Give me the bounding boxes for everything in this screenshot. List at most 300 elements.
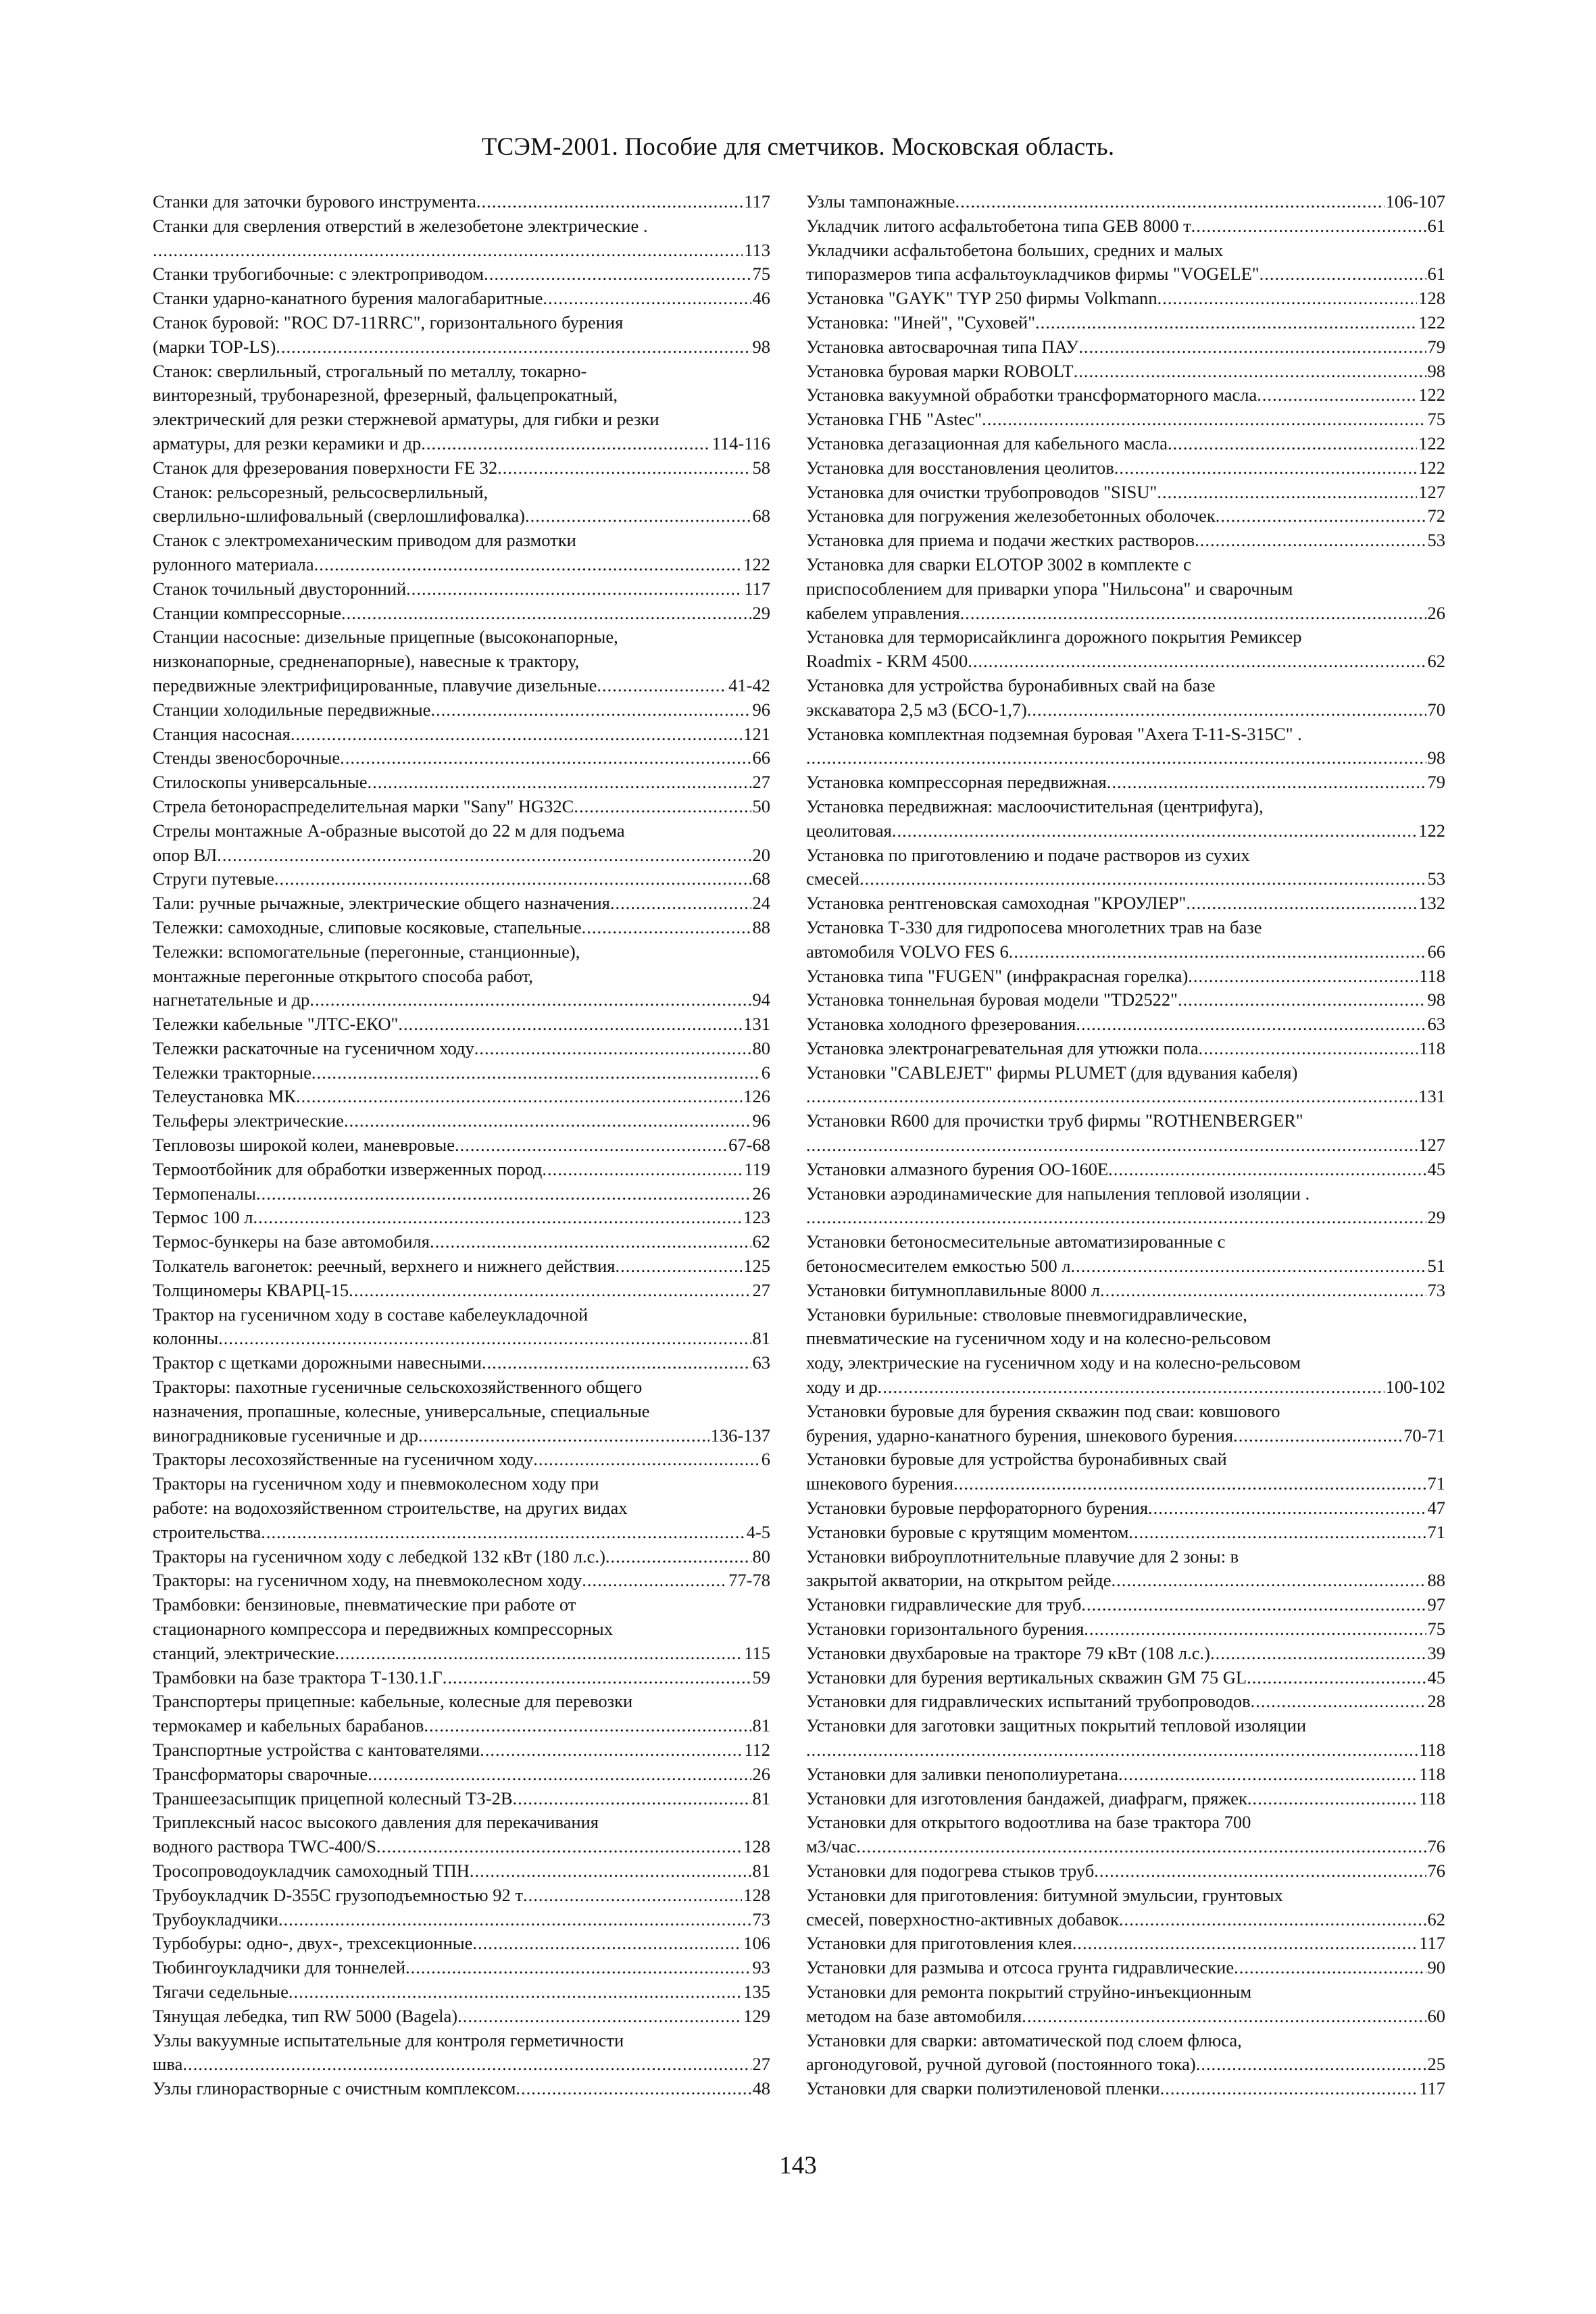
index-entry-text: Станок с электромеханическим приводом для размотки	[153, 530, 576, 551]
index-entry	[153, 2004, 770, 2029]
index-entry	[153, 287, 770, 311]
index-entry-text: закрытой акватории, на открытом рейде	[806, 1570, 1112, 1591]
index-entry-text: арматуры, для резки керамики и др	[153, 433, 422, 453]
dot-leader	[296, 1085, 742, 1109]
dot-leader	[1199, 1037, 1418, 1061]
index-entry-page: 20	[752, 844, 770, 865]
index-entry-last-line	[153, 601, 770, 626]
index-entry-page: 26	[1427, 602, 1445, 623]
index-entry	[806, 1787, 1445, 1811]
index-entry-last-line	[806, 1133, 1445, 1158]
index-entry	[806, 1545, 1445, 1594]
index-entry-page: 72	[1427, 506, 1445, 526]
index-entry-last-line	[153, 1037, 770, 1061]
dot-leader	[856, 1835, 1426, 1859]
index-entry-last-line	[806, 2052, 1445, 2077]
index-entry-last-line	[153, 1666, 770, 1690]
index-entry-last-line	[153, 1763, 770, 1787]
index-entry-last-line	[806, 819, 1445, 843]
index-entry-last-line	[153, 1158, 770, 1182]
index-entry-text: низконапорные, средненапорные), навесные к трактору,	[153, 651, 580, 672]
index-entry-text: винторезный, трубонарезной, фрезерный, фальцепрокатный,	[153, 385, 618, 405]
index-entry-last-line	[806, 770, 1445, 795]
index-entry-page: 121	[743, 723, 770, 744]
index-entry	[806, 1956, 1445, 1980]
dot-leader	[806, 1206, 1426, 1230]
index-entry-last-line	[806, 940, 1445, 964]
dot-leader	[421, 432, 710, 456]
index-entry-page: 117	[1419, 2078, 1445, 2099]
index-column-left	[153, 190, 770, 2101]
index-entry-text: Тепловозы широкой колеи, маневровые	[153, 1135, 455, 1156]
index-entry-text: Тележки тракторные	[153, 1062, 311, 1083]
index-entry-text: Тележки: самоходные, слиповые косяковые, стапельные	[153, 916, 582, 937]
dot-leader	[340, 746, 751, 770]
dot-leader	[533, 1448, 760, 1472]
index-entry-text: Установки для размыва и отсоса грунта гидравлические	[806, 1957, 1235, 1978]
index-entry	[806, 239, 1445, 287]
dot-leader	[960, 601, 1426, 626]
index-entry-text: сверлильно-шлифовальный (сверлошлифовалка)	[153, 506, 526, 526]
index-entry-page: 66	[752, 747, 770, 768]
index-entry-page: 61	[1427, 215, 1445, 236]
index-entry-text: Транспортеры прицепные: кабельные, колесные для перевозки	[153, 1691, 633, 1712]
index-entry-last-line	[806, 1908, 1445, 1932]
index-entry-text: Тюбингоукладчики для тоннелей	[153, 1957, 406, 1978]
index-entry-page: 122	[1418, 820, 1445, 841]
index-entry-last-line	[153, 1448, 770, 1472]
index-entry-text: Установка для устройства буронабивных свай на базе	[806, 674, 1216, 695]
index-entry-page: 127	[1418, 1135, 1445, 1156]
index-entry-last-line	[153, 190, 770, 214]
index-entry-last-line	[153, 1109, 770, 1133]
index-entry-page: 76	[1427, 1836, 1445, 1857]
dot-leader	[953, 1472, 1426, 1496]
dot-leader	[1128, 1521, 1426, 1545]
index-entry-page: 27	[752, 2054, 770, 2075]
index-entry	[153, 1133, 770, 1158]
index-entry	[153, 1085, 770, 1109]
dot-leader	[1100, 1279, 1426, 1303]
index-entry	[806, 214, 1445, 239]
dot-leader	[405, 1956, 751, 1980]
index-entry-last-line	[806, 456, 1445, 481]
index-entry-text: станций, электрические	[153, 1642, 335, 1663]
index-entry-last-line	[806, 1254, 1445, 1279]
index-entry-page: 71	[1427, 1473, 1445, 1494]
index-entry-page: 77-78	[728, 1570, 770, 1591]
index-entry-page: 81	[752, 1788, 770, 1808]
dot-leader	[543, 287, 751, 311]
dot-leader	[859, 867, 1426, 891]
index-entry	[806, 1230, 1445, 1279]
dot-leader	[1257, 383, 1417, 408]
index-entry-page: 47	[1427, 1498, 1445, 1519]
index-entry-page: 112	[744, 1740, 770, 1760]
index-entry	[153, 456, 770, 481]
index-entry-page: 79	[1427, 772, 1445, 793]
index-entry-text: Станки ударно-канатного бурения малогабаритные	[153, 288, 543, 309]
index-entry-page: 96	[752, 1110, 770, 1131]
dot-leader	[582, 916, 751, 940]
index-entry-last-line	[806, 1642, 1445, 1666]
index-entry-text: кабелем управления	[806, 602, 960, 623]
dot-leader	[1009, 940, 1426, 964]
index-entry-last-line	[153, 262, 770, 287]
index-entry-text: аргонодуговой, ручной дуговой (постоянного тока)	[806, 2054, 1196, 2075]
index-entry-page: 53	[1427, 868, 1445, 889]
index-entry	[806, 891, 1445, 916]
dot-leader	[1168, 432, 1417, 456]
index-entry	[806, 1109, 1445, 1158]
index-entry-last-line	[806, 1496, 1445, 1521]
index-entry-text: Термос-бункеры на базе автомобиля	[153, 1231, 430, 1252]
index-entry	[806, 360, 1445, 384]
index-entry	[153, 795, 770, 819]
index-entry	[153, 867, 770, 891]
index-entry-text: водного раствора TWC-400/S	[153, 1836, 376, 1857]
index-entry	[806, 1303, 1445, 1400]
index-entry-page: 51	[1427, 1256, 1445, 1277]
index-entry	[153, 1303, 770, 1352]
index-entry	[806, 2077, 1445, 2101]
index-entry	[153, 1787, 770, 1811]
index-entry-last-line	[806, 601, 1445, 626]
index-entry	[153, 746, 770, 770]
index-entry	[806, 1279, 1445, 1303]
index-entry-last-line	[806, 649, 1445, 674]
index-entry-page: 73	[752, 1909, 770, 1929]
index-entry-text: Тележки раскаточные на гусеничном ходу	[153, 1037, 474, 1058]
index-entry	[806, 964, 1445, 989]
index-entry-text: Станции холодильные передвижные	[153, 699, 431, 720]
index-entry-text: шва	[153, 2054, 183, 2075]
index-entry	[153, 1956, 770, 1980]
index-entry-text: Станки для заточки бурового инструмента	[153, 191, 476, 212]
index-entry-page: 125	[743, 1256, 770, 1277]
dot-leader	[1195, 528, 1426, 553]
index-entry-text: Установки для бурения вертикальных скважин GM 75 GL	[806, 1667, 1247, 1688]
index-entry	[806, 1690, 1445, 1714]
index-entry-last-line	[806, 1763, 1445, 1787]
index-entry-last-line	[806, 360, 1445, 384]
index-entry	[806, 553, 1445, 625]
index-entry-text: Установка "GAYK" TYP 250 фирмы Volkmann	[806, 288, 1157, 309]
index-entry-text: Установка Т-330 для гидропосева многолетних трав на базе	[806, 916, 1262, 937]
dot-leader	[1027, 698, 1426, 722]
index-entry-last-line	[806, 2077, 1445, 2101]
dot-leader	[878, 1375, 1385, 1400]
index-entry-text: Тянущая лебедка, тип RW 5000 (Bagela)	[153, 2005, 458, 2026]
index-entry-page: 39	[1427, 1642, 1445, 1663]
dot-leader	[1148, 1496, 1426, 1521]
index-entry-text: Установка ГНБ "Astec"	[806, 409, 982, 430]
index-entry-last-line	[806, 1617, 1445, 1642]
index-entry-text: Термос 100 л	[153, 1207, 253, 1228]
index-entry-text: ходу, электрические на гусеничном ходу и на колесно-рельсовом	[806, 1352, 1301, 1373]
dot-leader	[582, 1569, 727, 1593]
index-entry-text: Станки для сверления отверстий в железобетоне электрические .	[153, 215, 648, 236]
index-entry-last-line	[806, 190, 1445, 214]
dot-leader	[1035, 311, 1417, 335]
index-entry-page: 24	[752, 893, 770, 914]
index-entry-text: Установка электронагревательная для утюжки пола	[806, 1037, 1199, 1058]
dot-leader	[1210, 1642, 1426, 1666]
index-entry-last-line	[153, 698, 770, 722]
index-entry-last-line	[806, 2004, 1445, 2029]
index-entry-text: опор ВЛ	[153, 844, 218, 865]
index-entry-text: Установки аэродинамические для напыления тепловой изоляции .	[806, 1183, 1310, 1204]
index-entry-last-line	[153, 1859, 770, 1884]
dot-leader	[341, 601, 751, 626]
index-entry-page: 80	[752, 1037, 770, 1058]
index-entry	[806, 335, 1445, 360]
index-entry-last-line	[153, 916, 770, 940]
index-entry-text: смесей, поверхностно-активных добавок	[806, 1909, 1119, 1929]
index-entry-page: 81	[752, 1860, 770, 1881]
index-entry-page: 114-116	[712, 433, 770, 453]
index-entry-page: 80	[752, 1546, 770, 1567]
index-entry-page: 94	[752, 989, 770, 1010]
index-column-right	[806, 190, 1445, 2101]
index-entry-text: Установки для гидравлических испытаний трубопроводов	[806, 1691, 1251, 1712]
index-entry-last-line	[153, 867, 770, 891]
index-entry-text: Тали: ручные рычажные, электрические общего назначения	[153, 893, 610, 914]
index-entry-last-line	[806, 383, 1445, 408]
dot-leader	[153, 239, 743, 263]
index-entry-page: 96	[752, 699, 770, 720]
index-entry-text: Станок: сверлильный, строгальный по металлу, токарно-	[153, 360, 587, 381]
index-entry-page: 136-137	[710, 1425, 770, 1446]
index-entry	[806, 528, 1445, 553]
index-entry-page: 58	[752, 457, 770, 478]
index-entry-last-line	[153, 988, 770, 1012]
index-entry-last-line	[153, 795, 770, 819]
index-entry-last-line	[153, 553, 770, 577]
index-entry-page: 63	[752, 1352, 770, 1373]
index-entry	[153, 1206, 770, 1230]
index-entry	[806, 2029, 1445, 2077]
index-entry	[153, 625, 770, 697]
dot-leader	[1108, 1158, 1426, 1182]
index-entry-page: 106-107	[1385, 191, 1445, 212]
dot-leader	[311, 1061, 760, 1085]
dot-leader	[1186, 891, 1417, 916]
index-entry-last-line	[806, 481, 1445, 505]
index-entry	[806, 1496, 1445, 1521]
index-entry-page: 119	[744, 1158, 770, 1179]
index-entry	[806, 504, 1445, 528]
index-entry-text: Установки для ремонта покрытий струйно-инъекционным	[806, 1981, 1252, 2002]
index-entry-page: 88	[1427, 1570, 1445, 1591]
index-entry-text: Установка для сварки ELOTOP 3002 в комплекте с	[806, 553, 1191, 574]
index-entry-text: передвижные электрифицированные, плавучие дизельные	[153, 674, 597, 695]
index-entry	[806, 1448, 1445, 1496]
index-entry-text: Трансформаторы сварочные	[153, 1763, 368, 1784]
index-entry-last-line	[806, 1738, 1445, 1763]
index-entry-last-line	[806, 1787, 1445, 1811]
index-entry-page: 29	[752, 602, 770, 623]
dot-leader	[291, 722, 742, 747]
index-entry-last-line	[153, 1424, 770, 1448]
index-entry-last-line	[153, 674, 770, 698]
index-entry-page: 122	[1418, 433, 1445, 453]
index-entry-page: 81	[752, 1715, 770, 1736]
index-entry-page: 131	[743, 1014, 770, 1035]
index-entry-page: 75	[1427, 409, 1445, 430]
index-entry-last-line	[806, 1521, 1445, 1545]
index-entry	[153, 190, 770, 214]
dot-leader	[892, 819, 1417, 843]
index-entry-text: Турбобуры: одно-, двух-, трехсекционные	[153, 1933, 473, 1954]
index-entry-page: 28	[1427, 1691, 1445, 1712]
index-entry-page: 50	[752, 795, 770, 816]
index-entry	[153, 1109, 770, 1133]
index-entry-page: 128	[1418, 288, 1445, 309]
index-entry	[153, 1569, 770, 1593]
index-entry-page: 98	[752, 336, 770, 357]
dot-leader	[513, 1787, 751, 1811]
index-entry-text: Укладчик литого асфальтобетона типа GEB 8000 т	[806, 215, 1191, 236]
dot-leader	[443, 1666, 751, 1690]
index-entry-last-line	[806, 1037, 1445, 1061]
index-entry-page: 118	[1419, 1037, 1445, 1058]
index-entry-last-line	[806, 746, 1445, 770]
dot-leader	[1111, 1569, 1426, 1593]
dot-leader	[314, 553, 743, 577]
index-entry-text: Тракторы: на гусеничном ходу, на пневмоколесном ходу	[153, 1570, 582, 1591]
dot-leader	[480, 1738, 743, 1763]
index-entry-text: назначения, пропашные, колесные, универсальные, специальные	[153, 1400, 650, 1421]
index-entry-text: стационарного компрессора и передвижных компрессорных	[153, 1619, 613, 1640]
index-entry	[806, 383, 1445, 408]
index-entry	[153, 1061, 770, 1085]
index-entry-last-line	[153, 1835, 770, 1859]
index-entry-last-line	[153, 1327, 770, 1351]
index-entry	[153, 1037, 770, 1061]
page-number: 143	[779, 2152, 817, 2180]
index-entry-text: Термоотбойник для обработки изверженных пород	[153, 1158, 543, 1179]
index-entry-last-line	[153, 1908, 770, 1932]
index-entry-page: 29	[1427, 1207, 1445, 1228]
dot-leader	[968, 649, 1426, 674]
index-entry-page: 115	[744, 1642, 770, 1663]
index-entry-text: Установки для приготовления: битумной эмульсии, грунтовых	[806, 1884, 1283, 1905]
index-entry-page: 100-102	[1385, 1377, 1445, 1398]
index-entry-text: Установки виброуплотнительные плавучие для 2 зоны: в	[806, 1546, 1239, 1567]
index-entry-text: м3/час	[806, 1836, 857, 1857]
index-entry-text: термокамер и кабельных барабанов	[153, 1715, 424, 1736]
index-entry-page: 98	[1427, 747, 1445, 768]
index-entry-text: Трактор с щетками дорожными навесными	[153, 1352, 482, 1373]
index-entry-text: Установка для восстановления цеолитов	[806, 457, 1114, 478]
index-entry-last-line	[806, 988, 1445, 1012]
dot-leader	[1084, 1617, 1426, 1642]
page-header: ТСЭМ-2001. Пособие для сметчиков. Московская область.	[481, 133, 1115, 161]
dot-leader	[806, 1133, 1417, 1158]
index-entry	[153, 2077, 770, 2101]
index-entry-text: Узлы вакуумные испытательные для контроля герметичности	[153, 2029, 624, 2050]
dot-leader	[418, 1424, 709, 1448]
index-entry-text: Установки R600 для прочистки труб фирмы "ROTHENBERGER"	[806, 1110, 1303, 1131]
dot-leader	[806, 746, 1426, 770]
index-entry-text: Установки буровые перфораторного бурения	[806, 1498, 1149, 1519]
index-entry-text: строительства	[153, 1521, 261, 1542]
index-entry-text: Станок точильный двусторонний	[153, 578, 407, 599]
index-entry	[153, 214, 770, 263]
index-entry	[806, 1521, 1445, 1545]
index-entry-last-line	[153, 577, 770, 601]
index-entry-last-line	[153, 843, 770, 868]
index-entry	[806, 1182, 1445, 1231]
index-entry-last-line	[153, 1714, 770, 1738]
index-entry-text: Установка для приема и подачи жестких растворов	[806, 530, 1195, 551]
index-entry-page: 135	[743, 1981, 770, 2002]
index-entry-last-line	[806, 1569, 1445, 1593]
index-entry-page: 106	[743, 1933, 770, 1954]
index-entry	[153, 1254, 770, 1279]
index-entry-page: 61	[1427, 264, 1445, 285]
index-entry	[806, 1931, 1445, 1956]
dot-leader	[1022, 2004, 1426, 2029]
index-entry-last-line	[153, 1012, 770, 1037]
dot-leader	[1178, 988, 1426, 1012]
index-entry-last-line	[153, 1254, 770, 1279]
index-entry-text: экскаватора 2,5 м3 (БСО-1,7)	[806, 699, 1027, 720]
index-entry	[806, 1811, 1445, 1859]
index-entry-last-line	[806, 964, 1445, 989]
index-entry	[806, 722, 1445, 771]
index-entry	[153, 1472, 770, 1544]
index-entry	[153, 1375, 770, 1448]
index-entry-page: 97	[1427, 1594, 1445, 1615]
index-entry-page: 60	[1427, 2005, 1445, 2026]
index-entry	[153, 311, 770, 360]
index-entry-last-line	[806, 504, 1445, 528]
index-entry-page: 68	[752, 868, 770, 889]
index-entry-text: Установка передвижная: маслоочистительная (центрифуга),	[806, 795, 1264, 816]
index-entry-page: 81	[752, 1328, 770, 1349]
dot-leader	[274, 867, 751, 891]
index-entry-last-line	[153, 1521, 770, 1545]
index-entry-text: автомобиля VOLVO FES 6	[806, 941, 1009, 962]
index-entry-page: 63	[1427, 1014, 1445, 1035]
index-entry	[806, 1642, 1445, 1666]
index-entry	[806, 1037, 1445, 1061]
dot-leader	[523, 1884, 742, 1908]
index-entry-last-line	[153, 1085, 770, 1109]
index-entry-text: смесей	[806, 868, 859, 889]
dot-leader	[253, 1206, 742, 1230]
dot-leader	[615, 1254, 742, 1279]
index-entry	[153, 1230, 770, 1254]
dot-leader	[1196, 2052, 1426, 2077]
index-entry-last-line	[153, 2077, 770, 2101]
dot-leader	[1094, 1859, 1426, 1884]
index-entry	[153, 262, 770, 287]
index-entry	[806, 1061, 1445, 1110]
index-entry-text: типоразмеров типа асфальтоукладчиков фирмы "VOGELE"	[806, 264, 1260, 285]
index-entry-text: Тягачи седельные	[153, 1981, 289, 2002]
index-entry	[806, 1884, 1445, 1932]
index-entry-text: бурения, ударно-канатного бурения, шнекового бурения	[806, 1425, 1234, 1446]
index-entry	[806, 795, 1445, 843]
index-entry-last-line	[806, 698, 1445, 722]
dot-leader	[406, 577, 743, 601]
index-entry-last-line	[153, 891, 770, 916]
index-entry-text: пневматические на гусеничном ходу и на колесно-рельсовом	[806, 1328, 1271, 1349]
index-entry	[806, 1012, 1445, 1037]
